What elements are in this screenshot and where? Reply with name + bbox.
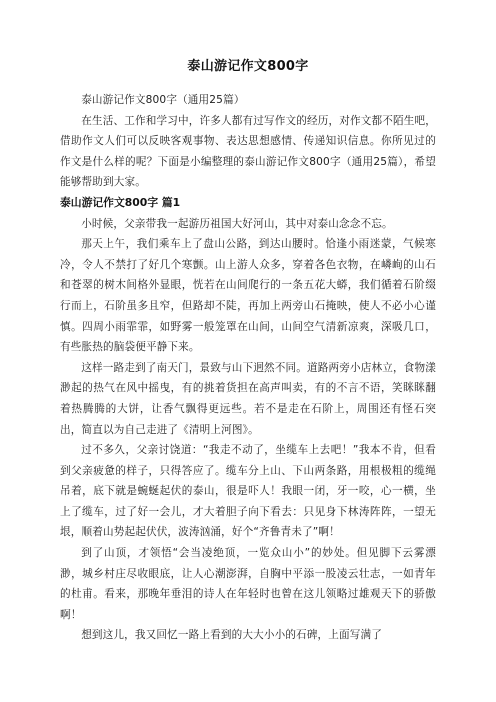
body-paragraph-3: 这样一路走到了南天门，景致与山下迥然不同。道路两旁小店林立，食物漾渺起的热气在风中摇曳，有的挑着货担在高声叫卖，有的不言不语，笑眯眯翻着热腾腾的大饼，让香气飘得更远些。若不是走在石阶上，周围还有怪石突出，简直以为自己走进了《清明上河图》。 [60, 361, 436, 436]
section-heading: 泰山游记作文800字 篇1 [60, 195, 181, 209]
intro-subtitle: 泰山游记作文800字（通用25篇） [81, 94, 245, 106]
document-page [60, 58, 436, 646]
body-paragraph-2: 那天上午，我们乘车上了盘山公路，到达山腰时。恰逢小雨迷蒙，气候寒冷，令人不禁打了好几个寒颤。山上游人众多，穿着各色衣物，在嶙峋的山石和苍翠的树木间格外显眼，恍若在山间爬行的一条五花大蟒，我们循着石阶缀行而上，石阶虽多且窄，但路却不陡，再加上两旁山石掩映，使人不必小心谨慎。四周小雨霏霏，如野雾一般笼罩在山间，山间空气清新凉爽，深吸几口，有些胀热的脑袋便平静下来。 [60, 238, 436, 354]
intro-paragraph: 在生活、工作和学习中，许多人都有过写作文的经历，对作文都不陌生吧，借助作文人们可以反映客观事物、表达思想感情、传递知识信息。你所见过的作文是什么样的呢？下面是小编整理的泰山游记作文800字（通用25篇），希望能够帮助到大家。 [60, 114, 436, 189]
body-paragraph-5: 到了山顶，才领悟“会当凌绝顶，一览众山小”的妙处。但见脚下云雾漂渺，城乡村庄尽收眼底，让人心潮澎湃，自胸中平添一股凌云壮志，一如青年的杜甫。看来，那晚年垂泪的诗人在年轻时也曾在这儿领略过雄观天下的骄傲啊！ [60, 547, 436, 621]
body-paragraph-6: 想到这儿，我又回忆一路上看到的大大小小的石碑，上面写满了 [81, 629, 383, 642]
body-paragraph-1: 小时候，父亲带我一起游历祖国大好河山，其中对泰山念念不忘。 [81, 217, 393, 230]
body-paragraph-4: 过不多久，父亲讨饶道：“我走不动了，坐缆车上去吧！”我本不肯，但看到父亲疲惫的样子，只得答应了。缆车分上山、下山两条路，用根极粗的缆绳吊着，底下就是蜿蜒起伏的泰山，很是吓人！我眼一闭，牙一咬，心一横，坐上了缆车，过了好一会儿，才大着胆子向下看去：只见身下林涛阵阵，一望无垠，顺着山势起起伏伏，波涛汹涌，好个“齐鲁青未了”啊！ [60, 444, 436, 539]
page-title: 泰山游记作文800字 [187, 59, 309, 74]
